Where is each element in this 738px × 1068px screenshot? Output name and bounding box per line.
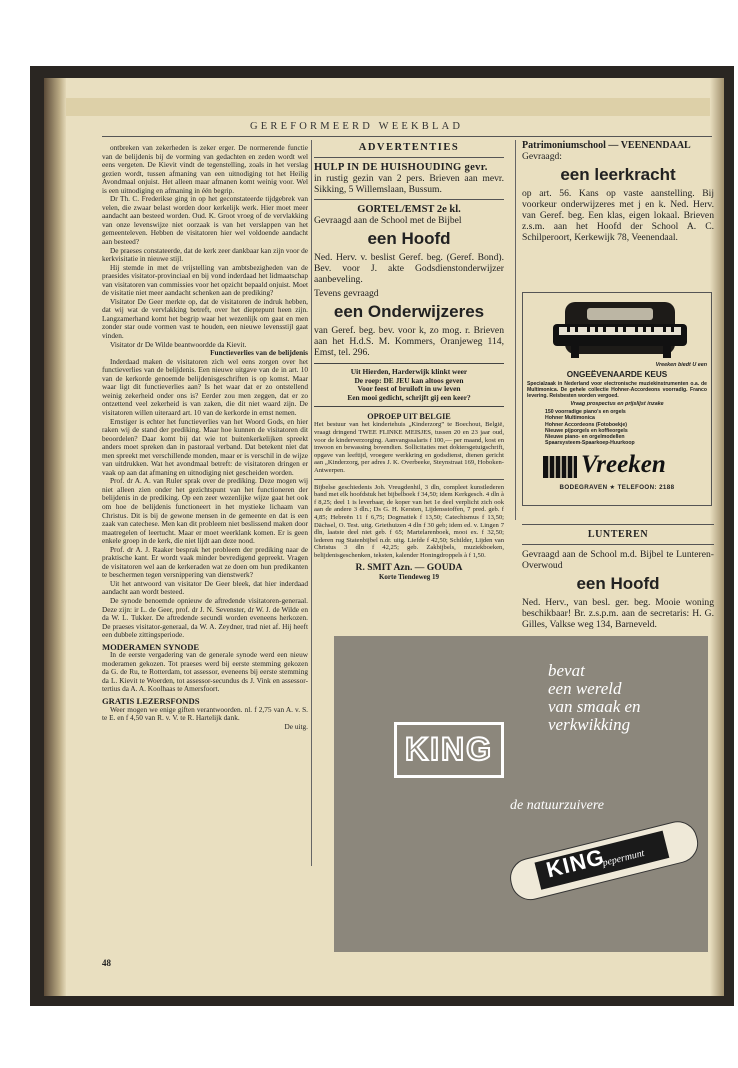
ad-gortel-text: Ned. Herv. v. beslist Geref. beg. (Geref. Bond). Bev. voor J. akte Godsdienstonderwijzer aanbeveling.: [314, 252, 504, 285]
ad-hierden-line: Voor feest of bruiloft in uw leven: [357, 384, 461, 394]
top-band: [66, 98, 710, 116]
paragraph: Inderdaad maken de visitatoren zich wel eens zorgen over het functieverlies van de belijdenis. Een nieuwe uitgave van de in art. 10 van de kerkorde genoemde belijdenisgeschriften is op komst. Maar waar ligt dit functieverlies aan? Is het waar dat er zo ontstellend weinig zekerheid onder ons is? Eerder zou men zeggen, dat er zo ontzettend veel zekerheid is van zaken, die dit niet waard zijn. De visitatoren willen uiteraard art. 10 van de kerkorde in ernst nemen.: [102, 356, 308, 417]
running-title: GEREFORMEERD WEEKBLAD: [250, 121, 464, 132]
ad-lunteren: [522, 520, 714, 650]
column-divider-1: [311, 140, 312, 866]
vreeken-item: Nieuwe piano- en orgelmodellen: [545, 434, 625, 441]
paragraph: Ernstiger is echter het functieverlies van het Woord Gods, en hier raken wij de stand der prediking. Maar hoe kunnen de visitatoren dit beoordelen? Daar komt bij dat wie tot buitenkerkelijken spreekt anders moet spreken dan in pastoraal verband. Dat betekent niet dat men spreekt met verschillende monden, maar er is verschil in de wijze van uitdrukken. Wat het avondmaal betreft: de visitatoren dringen er vaak op aan dat afmaning en uitnodiging niet gescheiden worden.: [102, 416, 308, 477]
king-slogan-line: een wereld: [548, 679, 622, 698]
paragraph: Weer mogen we enige giften verantwoorden. nl. f 2,75 van A. v. S. te E. en f 4,50 van R. v. V. te R. Hartelijk dank.: [102, 704, 308, 723]
section-title: ADVERTENTIES: [358, 142, 460, 153]
roll-sub: pepermunt: [601, 847, 646, 869]
ad-hierden-line: De roep: DE JEU kan altoos geven: [354, 375, 464, 385]
vreeken-item: Spaarsysteem-Spaarkoep-Huurkoop: [545, 440, 635, 447]
ad-lunteren-sub: Gevraagd aan de School m.d. Bijbel te Lunteren-Overwoud: [522, 549, 714, 571]
heading-moderamen: MODERAMEN SYNODE: [102, 641, 200, 652]
ad-belgie-head: OPROEP UIT BELGIE: [367, 412, 451, 422]
ad-lunteren-head: LUNTEREN: [587, 529, 649, 540]
paragraph: ontbreken van zekerheden is zeker erger. De normerende functie van de belijdenis bij de vorming van gedachten en zeden wordt wel eens vergeten. De Kievit vindt de tegenstelling, zoals in het verslag gezien wordt, tussen afmaning van een uitnodiging tot het Heilig Avondmaal onjuist. Het alleen maar afmanen komt weinig voor. Wel is een uitnodiging en afmaning in één begrip.: [102, 144, 308, 195]
king-slogan-line: verkwikking: [548, 715, 631, 734]
ad-gortel-title2: een Onderwijzeres: [333, 302, 485, 321]
ad-gortel-title: een Hoofd: [367, 229, 451, 248]
paragraph: Visitator dr De Wilde beantwoordde da Kievit.: [110, 339, 247, 349]
ad-hierden-line: Uit Hierden, Harderwijk klinkt weer: [350, 367, 468, 376]
king-slogan-line: bevat: [548, 661, 585, 680]
ad-gortel-sub: Gevraagd aan de School met de Bijbel: [314, 215, 462, 226]
ad-hulp-title: HULP IN DE HUISHOUDING gevr.: [314, 162, 488, 173]
ad-hierden: [314, 363, 504, 407]
ad-gortel-text2: van Geref. beg. bev. voor k, zo mog. r. Brieven aan het H.d.S. M. Kommers, Oranjeweg 114, Emst, tel. 296.: [314, 325, 504, 358]
subheading-functieverlies: Functieverlies van de belijdenis: [210, 348, 308, 358]
vreeken-item: Hohner Accordeons (Fotoboekje): [545, 421, 627, 428]
ad-gortel-sub2: Tevens gevraagd: [314, 288, 379, 299]
divider: [314, 199, 504, 200]
ad-patrimonium-title: een leerkracht: [560, 165, 676, 184]
accordion-icon: [541, 452, 581, 482]
ad-smit-text: Bijbelse geschiedenis Joh. Vreugdenhil, 3 dln, compleet kunstlederen band met elk hoofdstuk het bijbelboek f 34,50; idem Kerkgesch. 4 dln à f 8,25; deel 1 is leverbaar, de koper van het 1e deel verplicht zich ook aan de andere 3 dln.; Ds G. H. Kersten, Lijdensstoffen, 7 pred. geb. f 4,85; Hebreën 11 f 6,75; Dogmatiek f 13,50; Catechismus f 13,50; Dächsel, O. Test. uitg. Griethuizen 4 dln f 30 geb; idem ed. v. Lingen 7 dln, laatste deel niet geb. f 65; Martelarenboek, mooi ex. f 32,50; lederen rug Statenbijbel n.dr. uitg. Liefde f 42,50; Schilder, Lijden van Christus 3 dln f 42,25; geb. Zakbijbels, muziekboeken, belijdenisgeschenken, teksten, kalender Honingdroppels à f 1,50.: [314, 483, 504, 559]
ad-smit-sign: R. SMIT Azn. — GOUDA: [355, 562, 463, 574]
vreeken-address: BODEGRAVEN ★ TELEFOON: 2188: [559, 483, 675, 491]
page-number: 48: [102, 958, 111, 968]
article-column: [102, 144, 308, 954]
column-divider-2: [515, 140, 516, 520]
vreeken-logo: [523, 450, 711, 484]
ad-hierden-line: Een mooi gedicht, schrijft gij een keer?: [347, 392, 471, 402]
ad-patrimonium-head: Patrimoniumschool — VEENENDAAL: [522, 140, 691, 151]
king-slogan: [548, 662, 641, 734]
divider: [314, 479, 504, 480]
ad-king: [334, 636, 708, 952]
roll-brand: KING: [543, 843, 608, 883]
paragraph: Prof. dr A. A. van Ruler sprak over de prediking. Deze mogen wij niet alleen zien onder het gezichtspunt van het functioneren der belijdenis in de prediking. Op een zeer wezenlijke wijze gaat het ook om hoe de belijdenis functioneert in het mystieke lichaam van Christus. Dit is bij de gewone mensen in de gemeente en dat is een zaak van catechese. Men kan dit probleem niet beslissend maken door maatregelen of leertucht. Maar er moet weerklank komen. Er is geen enkele groep in de kerk, die niet lijdt aan deze nood.: [102, 476, 308, 546]
ad-patrimonium-sub: Gevraagd:: [522, 151, 562, 162]
paragraph: Dr Th. C. Frederikse ging in op het geconstateerde tijdgebrek van velen, die zwaar belast worden door kerkelijk werk. Hier moet meer aandacht aan besteed worden. Oud. K. Groot vroeg of de vervlakking van onze levenswijze niet oorzaak is van het verslappen van het gemeenteleven. Hebben de visitatoren hier wel voldoende aandacht aan besteed?: [102, 194, 308, 247]
vreeken-item: Hohner Multimonica: [545, 415, 595, 422]
vreeken-text: Specialzaak in Nederland voor electronische muziekinstrumenten o.a. de Multimonica. De gehele collectie Hohner-Accordeons voorradig. Franco levering. Reisbesten worden vergoed.: [527, 381, 707, 400]
ad-belgie-text: Het bestuur van het kindertehuis „Kinderzorg” te Boechout, België, vraagt dringend TWEE FLINKE MEISJES, tussen 20 en 23 jaar oud, voor de kinderverzorging. Aanvangssalaris f 100,— per maand, kost en inwoon en bewassing bovendien. Sollicitaties met doktersgetuigschrift, opgave van leeftijd, vroegere werkkring en godsdienst, dienen gericht aan „Kinderzorg, per adres J. K. Overbeeke, Steynstraat 169, Hoboken-Antwerpen.: [314, 421, 504, 474]
ad-vreeken: [522, 292, 712, 506]
ad-gortel-head: GORTEL/EMST 2e kl.: [357, 204, 461, 215]
king-brand: KING: [405, 731, 493, 767]
king-tagline: de natuurzuivere: [510, 798, 604, 813]
vreeken-item: 150 voorradige piano's en orgels: [545, 409, 626, 416]
ad-lunteren-title: een Hoofd: [576, 574, 660, 593]
vreeken-tag: Vreeken biedt U een: [655, 362, 707, 368]
signature: De uitg.: [284, 721, 308, 731]
vreeken-head: ONGEËVENAARDE KEUS: [566, 370, 668, 379]
header-rule: [102, 136, 712, 137]
divider: [522, 544, 714, 545]
paragraph: Prof. dr A. J. Raaker besprak het probleem der prediking naar de praktische kant. Er wordt vaak minder bevredigend gepreekt. Vragen de visitatoren wel aan de kerkeraden wat ze doen om hun predikanten te beschermen tegen versnippering van dienstwerk?: [102, 544, 308, 580]
vreeken-item: Nieuwe pijporgels en koffieorgels: [545, 427, 628, 434]
ad-patrimonium-text: op art. 56. Kans op vaste aanstelling. Bij voorkeur onderwijzeres met j en k. Ned. Herv. van Geref. beg. Een klas, eigen lokaal. Brieven z.s.m. aan het Hoofd der School A. C. Schilperoort, Kerkewijk 78, Veenendaal.: [522, 188, 714, 243]
vreeken-request: Vraag prospectus en prijslijst inzake: [570, 401, 664, 408]
king-slogan-line: van smaak en: [548, 697, 641, 716]
divider: [314, 157, 504, 158]
paragraph: Hij stemde in met de vrijstelling van ambtsbezigheden van de praesides visitator-provinciaal en bij vond inderdaad het lidmaatschap van visitatoren van commissies voor het opzicht bepaald onjuist. Moet de visitatie niet meer aandacht schenken aan de prediking?: [102, 262, 308, 298]
paragraph: Visitator De Geer merkte op, dat de visitatoren de indruk hebben, dat wij wat de vervlakking betreft, over het dieptepunt heen zijn. Langzamerhand komt het begrip waar het wezenlijk om gaat en men zonder star oude vormen vast te houden, een nieuwe levensstijl gaat vinden.: [102, 296, 308, 341]
paragraph: In de eerste vergadering van de generale synode werd een nieuw moderamen gekozen. Tot praeses werd bij eerste stemming gekozen da G. de Ru, te Rotterdam, tot assessor, eveneens bij eerste stemming da L. Kievit te Woerden, tot assessor-secundus ds J. Vink en assessor-tertius da A. A. Koolhaas te Amersfoort.: [102, 650, 308, 694]
ad-hulp-text: in rustig gezin van 2 pers. Brieven aan mevr. Sikking, 5 Willemslaan, Bussum.: [314, 173, 504, 195]
paragraph: De synode benoemde opnieuw de aftredende visitatoren-generaal. Deze zijn: ir L. de Geer, prof. dr J. N. Sevenster, dr W. J. de Wilde en da W. L. Tukker. De aftredende secundi worden eveneens herkozen. De praeses visitator-generaal, da W. A. Zeydner, trad niet af. Hij heeft een dubbele zittingsperiode.: [102, 595, 308, 640]
vreeken-brand: Vreeken: [581, 450, 666, 478]
ad-smit-addr: Korte Tiendeweg 19: [378, 573, 439, 582]
king-logo: [394, 722, 504, 778]
paragraph: Uit het antwoord van visitator De Geer bleek, dat hier inderdaad aandacht aan wordt besteed.: [102, 578, 308, 597]
paragraph: De praeses constateerde, dat de kerk zeer dankbaar kan zijn voor de kerkvisitatie in nieuwe stijl.: [102, 245, 308, 264]
organ-illustration: [523, 296, 709, 362]
divider: [522, 524, 714, 525]
peppermint-roll: [502, 800, 711, 907]
binding-gutter: [44, 78, 66, 996]
heading-lezersfonds: GRATIS LEZERSFONDS: [102, 696, 200, 706]
ad-lunteren-text: Ned. Herv., van besl. ger. beg. Mooie woning beschikbaar! Br. z.s.p.m. aan de secretaris: H. G. Gilles, Valkse weg 134, Barneveld.: [522, 597, 714, 630]
